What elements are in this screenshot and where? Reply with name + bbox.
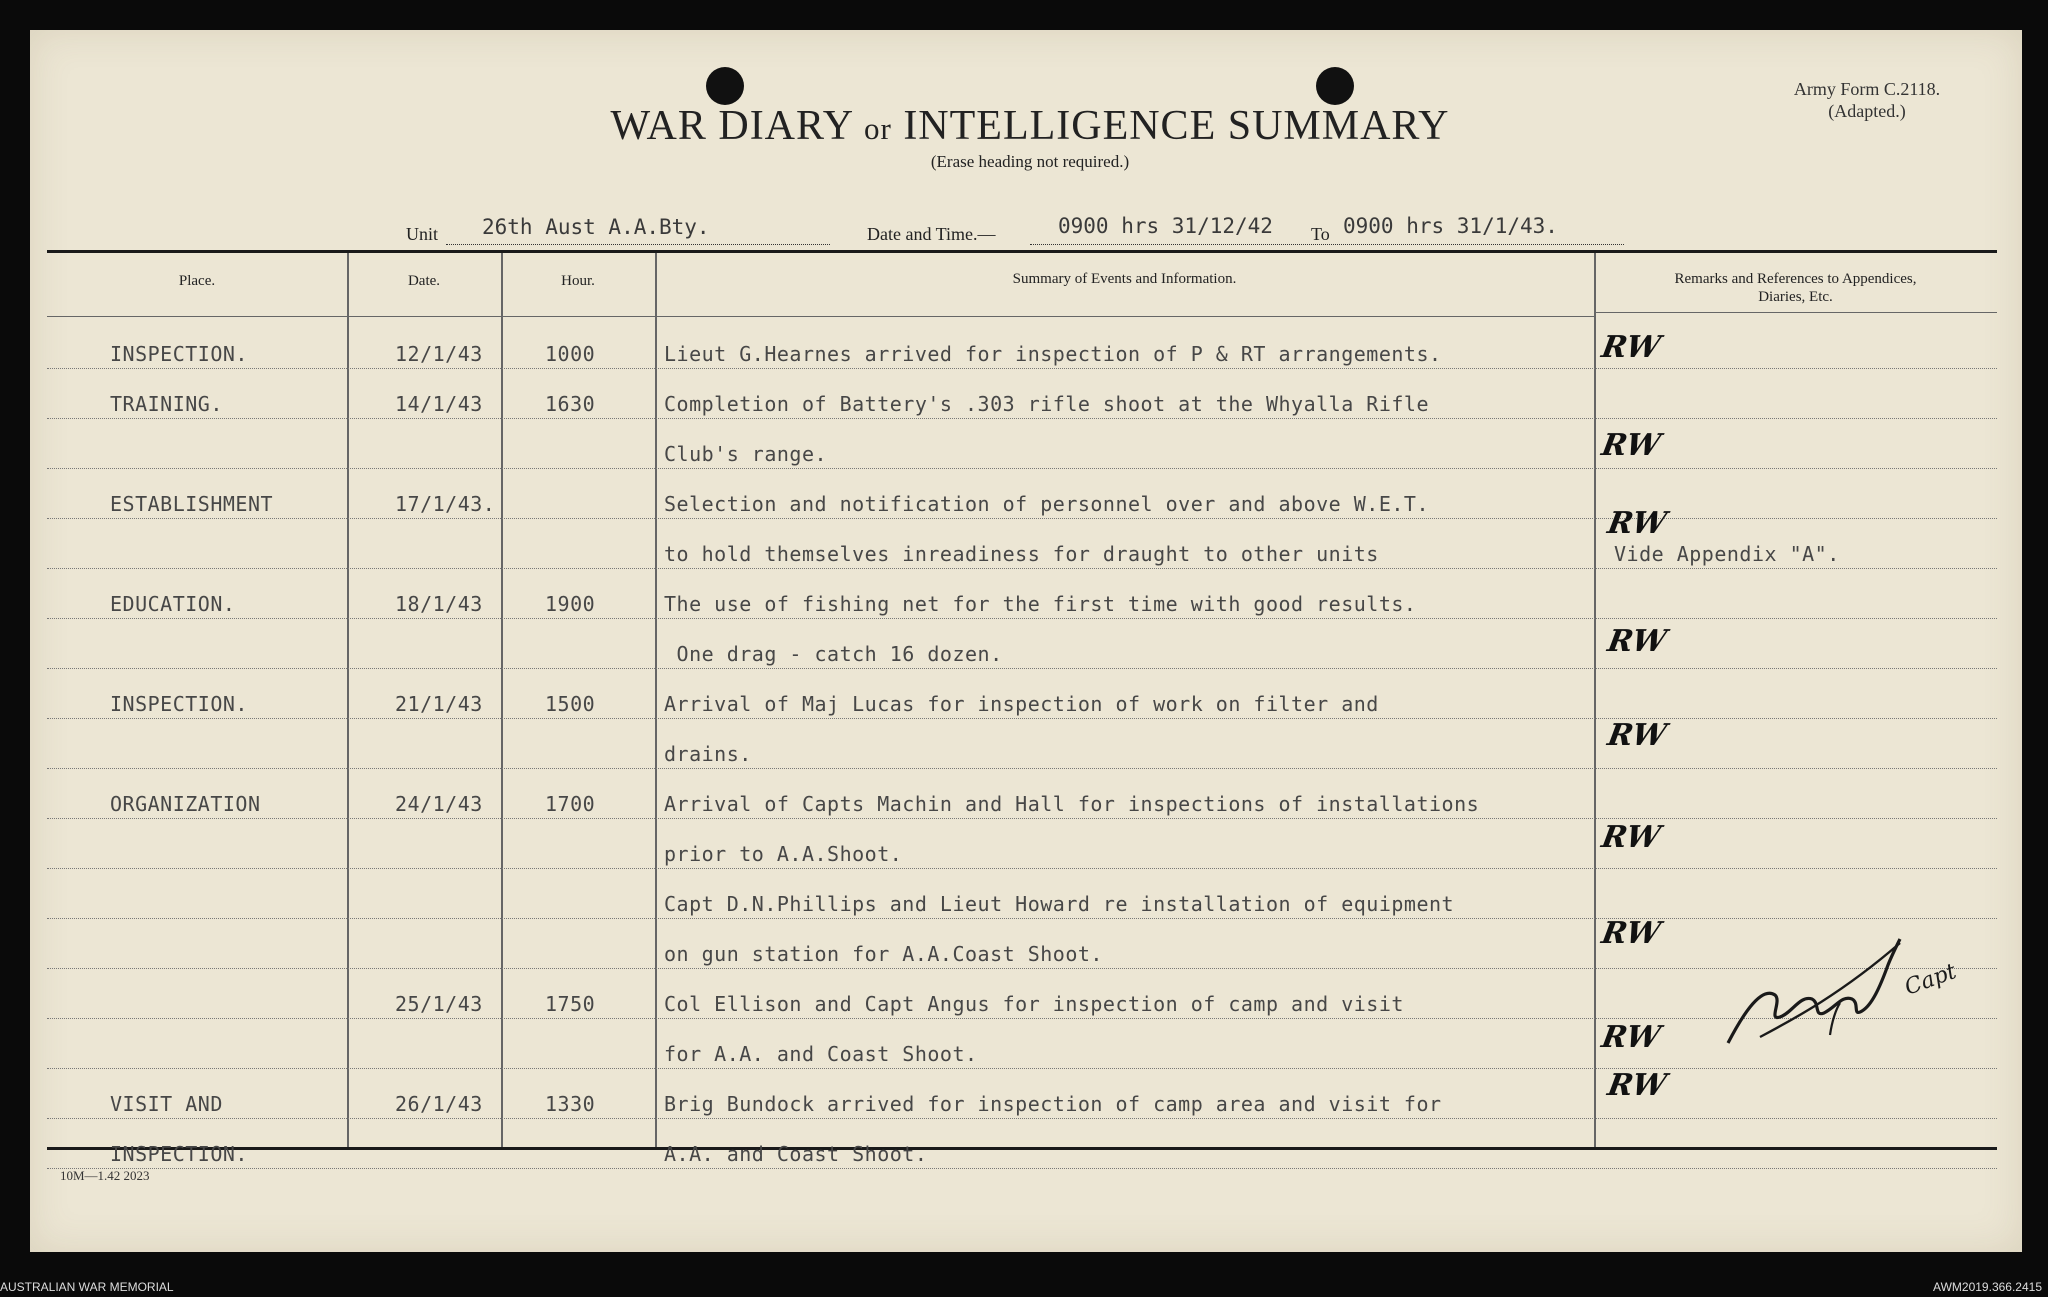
entry-hour: 1000: [545, 342, 596, 366]
initials-mark: RW: [1604, 718, 1670, 753]
title-war-diary: WAR DIARY: [610, 103, 853, 149]
entry-summary: Club's range.: [664, 442, 828, 466]
entry-date: 24/1/43: [395, 792, 483, 816]
entry-summary: Arrival of Maj Lucas for inspection of work on filter and: [664, 692, 1379, 716]
entry-hour: 1330: [545, 1092, 596, 1116]
header-separator-remarks: [1594, 312, 1997, 313]
army-form-label: [1752, 78, 1982, 122]
entry-summary: Arrival of Capts Machin and Hall for inspections of installations: [664, 792, 1480, 816]
entry-place: INSPECTION.: [110, 342, 248, 366]
entry-date: 25/1/43: [395, 992, 483, 1016]
entry-hour: 1630: [545, 392, 596, 416]
unit-underline: [446, 244, 830, 245]
table-row-rule: [47, 368, 1997, 369]
table-bottom-rule: [47, 1147, 1997, 1150]
entry-date: 12/1/43: [395, 342, 483, 366]
entry-summary: drains.: [664, 742, 752, 766]
entry-summary: Col Ellison and Capt Angus for inspection of camp and visit: [664, 992, 1404, 1016]
entry-place: ESTABLISHMENT: [110, 492, 274, 516]
initials-mark: RW: [1598, 916, 1664, 951]
entry-summary: Brig Bundock arrived for inspection of camp area and visit for: [664, 1092, 1442, 1116]
entry-summary: A.A. and Coast Shoot.: [664, 1142, 928, 1166]
to-label: To: [1311, 224, 1330, 244]
column-header-summary: Summary of Events and Information.: [1012, 271, 1237, 287]
table-row-rule: [47, 818, 1997, 819]
entry-summary: One drag - catch 16 dozen.: [664, 642, 1003, 666]
entry-summary: Capt D.N.Phillips and Lieut Howard re installation of equipment: [664, 892, 1455, 916]
table-row-rule: [47, 868, 1997, 869]
table-row-rule: [47, 468, 1997, 469]
table-row-rule: [47, 518, 1997, 519]
table-row-rule: [47, 1118, 1997, 1119]
column-divider: [1594, 253, 1596, 1147]
column-header-remarks: [1594, 270, 1997, 306]
army-form-adapted: (Adapted.): [1828, 101, 1906, 121]
entry-hour: 1500: [545, 692, 596, 716]
date-from: 0900 hrs 31/12/42: [1058, 214, 1273, 238]
initials-mark: RW: [1598, 1020, 1664, 1055]
entry-place: INSPECTION.: [110, 692, 248, 716]
initials-mark: RW: [1604, 1068, 1670, 1103]
form-print-code: 10M—1.42 2023: [60, 1168, 150, 1183]
header-separator: [47, 316, 1595, 317]
entry-summary: Completion of Battery's .303 rifle shoot at the Whyalla Rifle: [664, 392, 1430, 416]
entry-summary: prior to A.A.Shoot.: [664, 842, 903, 866]
column-header-date: Date.: [407, 273, 441, 289]
entry-summary: Selection and notification of personnel over and above W.E.T.: [664, 492, 1430, 516]
table-row-rule: [47, 918, 1997, 919]
entry-summary: to hold themselves inreadiness for draught to other units: [664, 542, 1379, 566]
punch-hole: [706, 67, 744, 105]
entry-summary: Lieut G.Hearnes arrived for inspection of P & RT arrangements.: [664, 342, 1442, 366]
table-row-rule: [47, 1018, 1997, 1019]
entry-place: VISIT AND: [110, 1092, 223, 1116]
remarks-header-line2: Diaries, Etc.: [1758, 289, 1833, 305]
entry-place: ORGANIZATION: [110, 792, 261, 816]
entry-date: 26/1/43: [395, 1092, 483, 1116]
entry-summary: The use of fishing net for the first time with good results.: [664, 592, 1417, 616]
date-to: 0900 hrs 31/1/43.: [1343, 214, 1558, 238]
table-row-rule: [47, 718, 1997, 719]
table-top-rule: [47, 250, 1997, 253]
entry-date: 14/1/43: [395, 392, 483, 416]
entry-place: TRAINING.: [110, 392, 223, 416]
table-row-rule: [47, 668, 1997, 669]
table-row-rule: [47, 1068, 1997, 1069]
table-row-rule: [47, 1168, 1997, 1169]
table-row-rule: [47, 768, 1997, 769]
column-divider: [347, 253, 349, 1147]
unit-label: Unit: [406, 224, 439, 244]
form-title: [560, 102, 1500, 150]
archive-reference: AWM2019.366.2415: [1933, 1280, 2042, 1294]
table-row-rule: [47, 618, 1997, 619]
remarks-header-line1: Remarks and References to Appendices,: [1674, 271, 1917, 287]
table-row-rule: [47, 968, 1997, 969]
army-form-number: Army Form C.2118.: [1793, 79, 1941, 99]
entry-remark: Vide Appendix "A".: [1614, 542, 1840, 566]
title-or: or: [863, 111, 892, 146]
entry-place: EDUCATION.: [110, 592, 236, 616]
column-header-hour: Hour.: [561, 273, 595, 289]
archive-credit: AUSTRALIAN WAR MEMORIAL: [0, 1280, 174, 1294]
entry-hour: 1750: [545, 992, 596, 1016]
punch-hole: [1316, 67, 1354, 105]
entry-summary: for A.A. and Coast Shoot.: [664, 1042, 978, 1066]
entry-hour: 1700: [545, 792, 596, 816]
title-intelligence-summary: INTELLIGENCE SUMMARY: [903, 103, 1450, 149]
initials-mark: RW: [1604, 624, 1670, 659]
date-time-label: Date and Time.—: [867, 224, 996, 244]
table-row-rule: [47, 568, 1997, 569]
unit-value: 26th Aust A.A.Bty.: [482, 215, 710, 239]
form-subtitle: (Erase heading not required.): [930, 152, 1130, 171]
entry-place: INSPECTION.: [110, 1142, 248, 1166]
initials-mark: RW: [1598, 428, 1664, 463]
initials-mark: RW: [1598, 330, 1664, 365]
table-row-rule: [47, 418, 1997, 419]
signature-mark: [1720, 925, 1960, 1055]
entry-date: 21/1/43: [395, 692, 483, 716]
entry-summary: on gun station for A.A.Coast Shoot.: [664, 942, 1103, 966]
column-header-place: Place.: [178, 273, 216, 289]
entry-hour: 1900: [545, 592, 596, 616]
column-divider: [501, 253, 503, 1147]
initials-mark: RW: [1598, 820, 1664, 855]
entry-date: 17/1/43.: [395, 492, 496, 516]
initials-mark: RW: [1604, 506, 1670, 541]
signature-rank: Capt: [1901, 959, 1960, 1001]
entry-date: 18/1/43: [395, 592, 483, 616]
column-divider: [655, 253, 657, 1147]
